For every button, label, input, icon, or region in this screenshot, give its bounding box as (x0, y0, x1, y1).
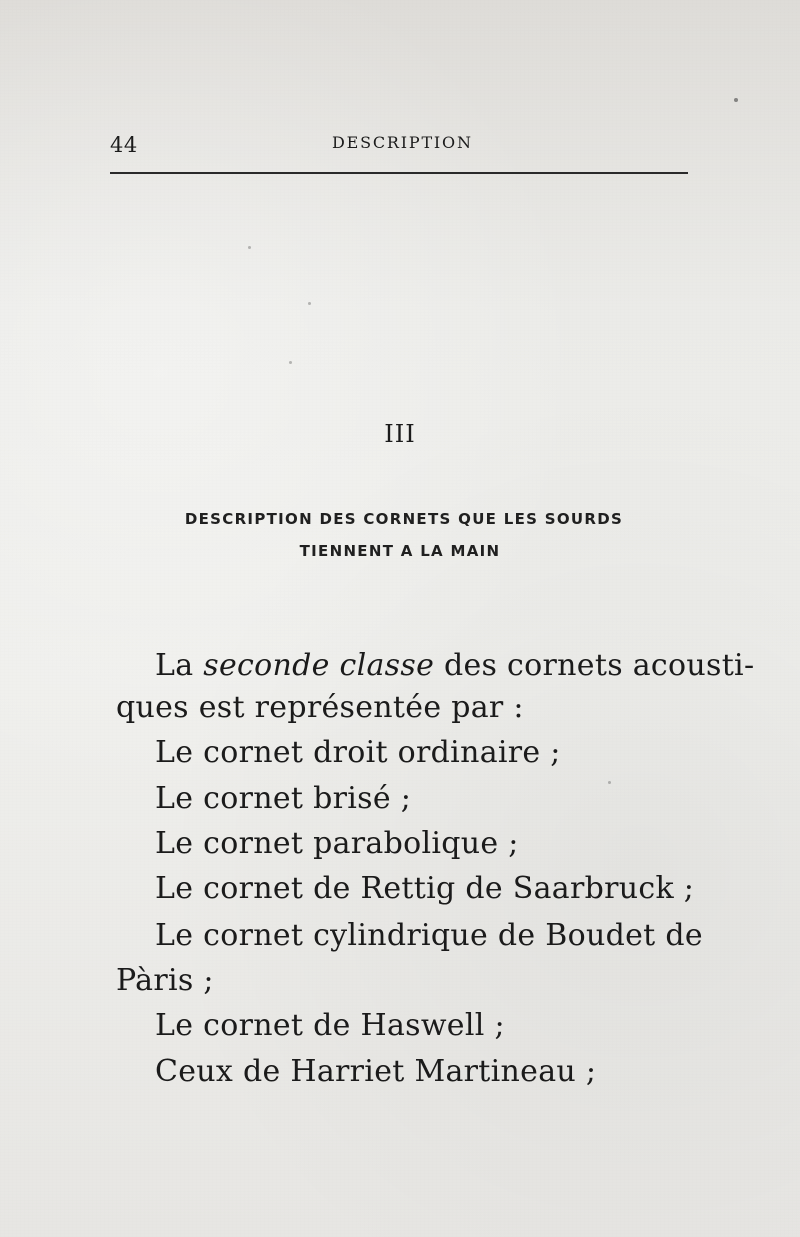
list-item: Le cornet brisé ; (155, 781, 412, 816)
list-item-continuation: Pàris ; (116, 963, 214, 998)
paper-speck (734, 98, 738, 102)
page-number: 44 (110, 133, 138, 157)
intro-emphasis: seconde classe (203, 648, 435, 683)
paper-speck (608, 781, 611, 784)
paper-speck (248, 246, 251, 249)
section-number: III (384, 420, 416, 448)
intro-prefix: La (155, 648, 194, 683)
section-title-line-2: TIENNENT A LA MAIN (299, 542, 501, 560)
paper-speck (289, 361, 292, 364)
intro-suffix: des cornets acousti- (443, 648, 755, 683)
list-item: Le cornet droit ordinaire ; (155, 735, 561, 770)
section-title-line-1: DESCRIPTION DES CORNETS QUE LES SOURDS (184, 510, 624, 528)
list-item: Ceux de Harriet Martineau ; (155, 1054, 597, 1089)
header-rule (110, 172, 688, 174)
paper-speck (308, 302, 311, 305)
running-title: DESCRIPTION (332, 133, 473, 152)
intro-line-1 (155, 648, 754, 684)
list-item: Le cornet de Haswell ; (155, 1008, 505, 1043)
list-item: Le cornet cylindrique de Boudet de (155, 918, 703, 953)
list-item: Le cornet de Rettig de Saarbruck ; (155, 871, 695, 906)
intro-line-2: ques est représentée par : (116, 690, 524, 725)
list-item: Le cornet parabolique ; (155, 826, 519, 861)
